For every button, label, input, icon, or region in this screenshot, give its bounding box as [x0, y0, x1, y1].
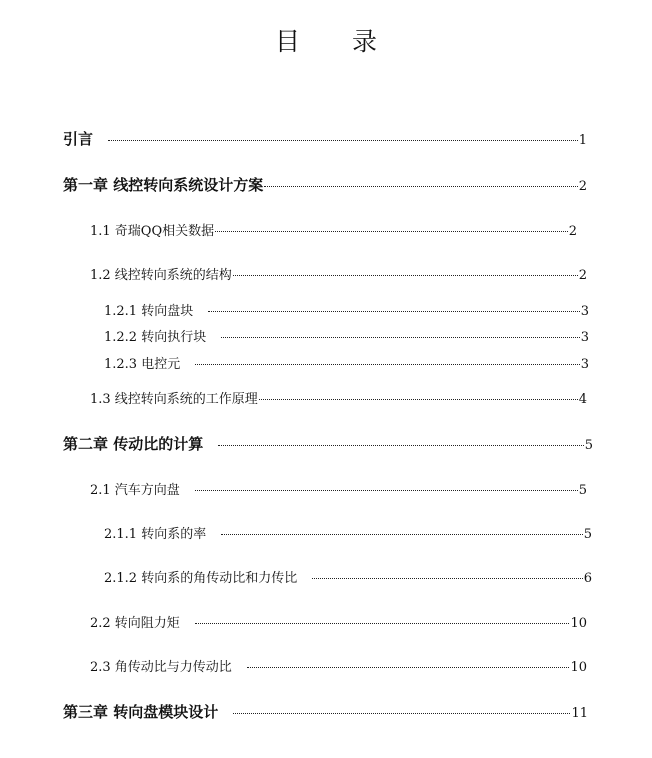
toc-entry-label: 1.1 奇瑞QQ相关数据 [90, 224, 215, 239]
toc-entry-1-2-2[interactable] [104, 326, 589, 345]
toc-entry-1-1[interactable] [90, 220, 577, 239]
toc-page-number: 3 [580, 304, 589, 319]
dot-leader [208, 311, 580, 312]
toc-entry-2-3[interactable] [90, 656, 587, 675]
toc-entry-1-3[interactable] [90, 388, 587, 407]
toc-entry-chapter-2[interactable] [63, 433, 593, 454]
dot-leader [108, 140, 578, 141]
toc-entry-chapter-3[interactable] [63, 701, 588, 722]
toc-entry-1-2[interactable] [90, 264, 587, 283]
toc-page-number: 2 [568, 224, 577, 239]
toc-entry-label: 1.3 线控转向系统的工作原理 [90, 392, 258, 407]
toc-page-number: 2 [578, 179, 587, 194]
toc-title: 目 录 [275, 27, 399, 56]
dot-leader [215, 231, 568, 232]
toc-entry-label: 引言 [63, 130, 94, 148]
toc-entry-label: 2.1 汽车方向盘 [90, 483, 180, 498]
dot-leader [195, 364, 580, 365]
toc-page-number: 3 [580, 330, 589, 345]
toc-entry-2-1-2[interactable] [104, 567, 592, 586]
dot-leader [312, 578, 583, 579]
toc-entry-label: 第二章 传动比的计算 [63, 435, 204, 453]
dot-leader [195, 623, 570, 624]
toc-entry-label: 1.2.2 转向执行块 [104, 330, 207, 345]
toc-entry-label: 第三章 转向盘模块设计 [63, 703, 219, 721]
dot-leader [233, 713, 570, 714]
toc-page-number: 3 [580, 357, 589, 372]
toc-entry-1-2-1[interactable] [104, 300, 589, 319]
toc-page-number: 11 [571, 706, 588, 721]
dot-leader [195, 490, 578, 491]
dot-leader [247, 667, 570, 668]
dot-leader [233, 275, 578, 276]
toc-entry-label: 2.1.1 转向系的率 [104, 527, 207, 542]
dot-leader [259, 399, 578, 400]
toc-page-number: 6 [583, 571, 592, 586]
toc-entry-label: 第一章 线控转向系统设计方案 [63, 176, 264, 194]
dot-leader [218, 445, 583, 446]
toc-page-number: 4 [578, 392, 587, 407]
dot-leader [221, 337, 580, 338]
toc-entry-label: 2.1.2 转向系的角传动比和力传比 [104, 571, 298, 586]
toc-page-number: 10 [570, 616, 587, 631]
toc-page-number: 5 [578, 483, 587, 498]
toc-page-number: 10 [570, 660, 587, 675]
toc-entry-label: 1.2 线控转向系统的结构 [90, 268, 232, 283]
toc-entry-2-2[interactable] [90, 612, 587, 631]
toc-entry-2-1[interactable] [90, 479, 587, 498]
toc-page-number: 5 [584, 438, 593, 453]
toc-entry-chapter-1[interactable] [63, 174, 587, 195]
toc-entry-label: 1.2.1 转向盘块 [104, 304, 194, 319]
dot-leader [264, 186, 577, 187]
dot-leader [221, 534, 583, 535]
toc-page-number: 5 [583, 527, 592, 542]
toc-entry-label: 2.3 角传动比与力传动比 [90, 660, 232, 675]
toc-entry-2-1-1[interactable] [104, 523, 592, 542]
toc-page-number: 1 [578, 133, 587, 148]
toc-entry-1-2-3[interactable] [104, 353, 589, 372]
toc-entry-intro[interactable] [63, 128, 587, 149]
toc-entry-label: 2.2 转向阻力矩 [90, 616, 180, 631]
toc-page-number: 2 [578, 268, 587, 283]
toc-entry-label: 1.2.3 电控元 [104, 357, 181, 372]
